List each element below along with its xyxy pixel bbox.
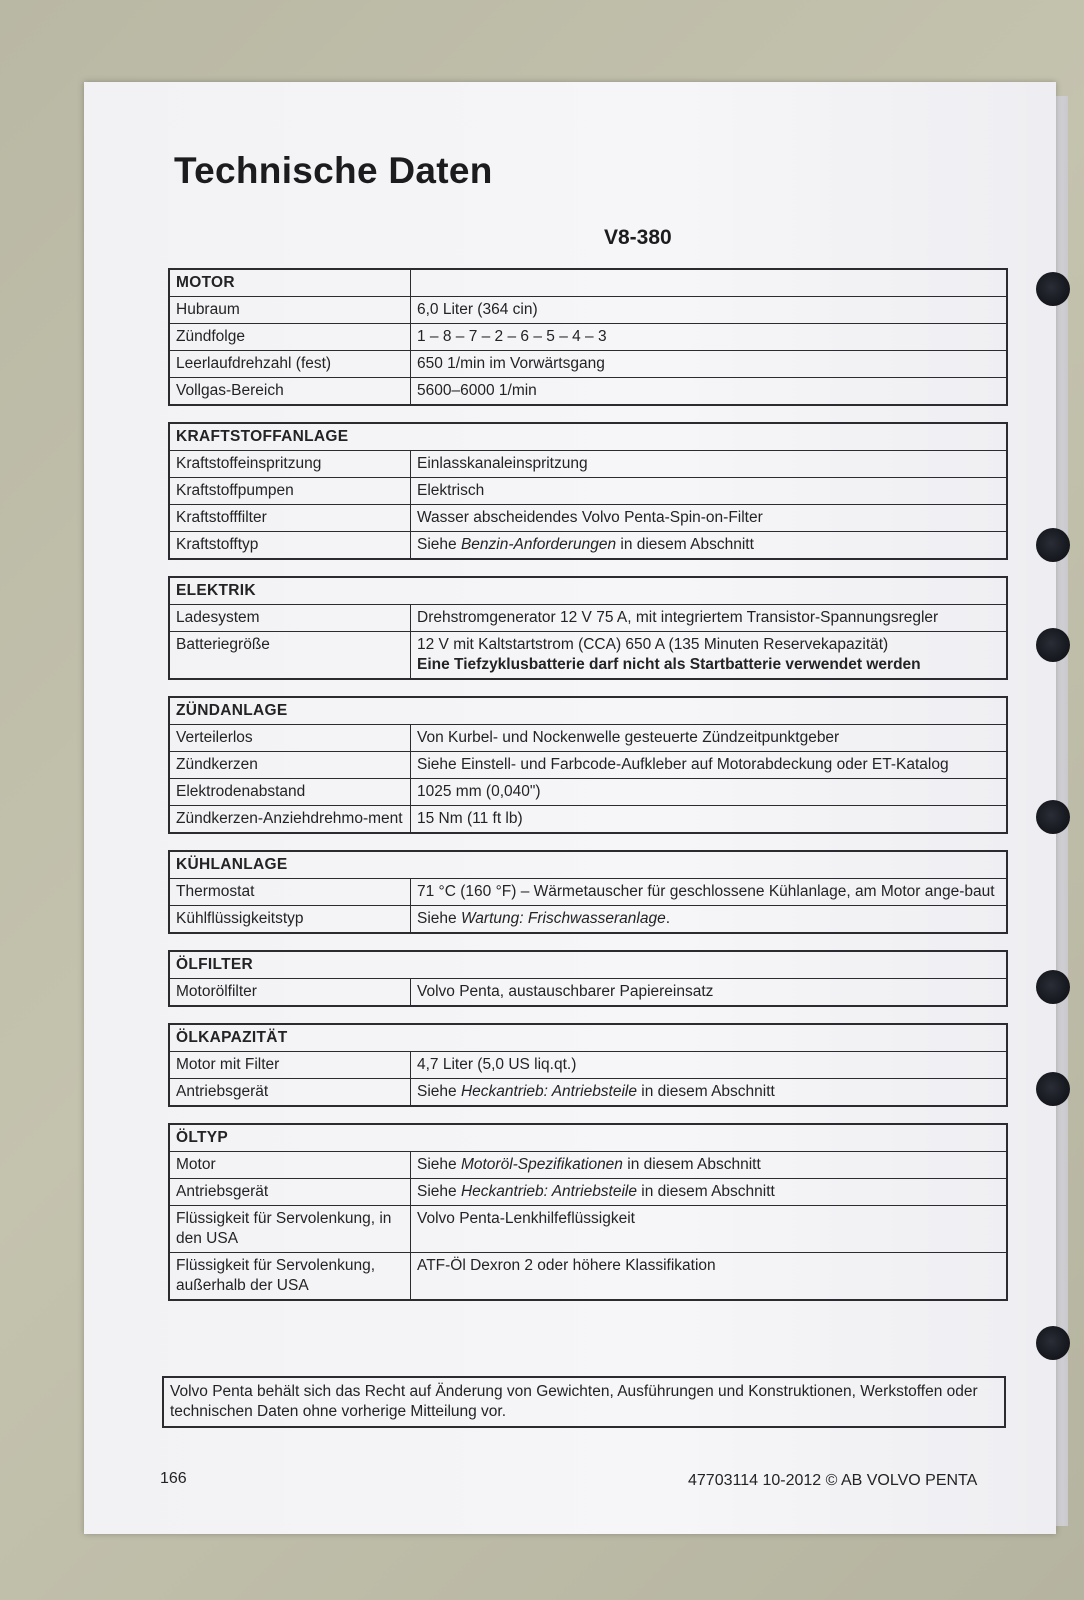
table-row: [169, 297, 1007, 324]
spec-value: [411, 451, 1008, 478]
section-header: ÖLKAPAZITÄT: [169, 1024, 1007, 1052]
spec-value: [411, 605, 1008, 632]
spec-table-elektrik: [168, 576, 1008, 680]
spec-label: Motor mit Filter: [169, 1052, 411, 1079]
spec-value-text: in diesem Abschnitt: [616, 536, 754, 553]
spec-value-text: Siehe: [417, 910, 461, 927]
table-row: [169, 1206, 1007, 1253]
spec-table-öltyp: [168, 1123, 1008, 1301]
spec-value: [411, 906, 1008, 934]
document-reference: 47703114 10-2012 © AB VOLVO PENTA: [688, 1472, 978, 1489]
spec-value: [411, 879, 1008, 906]
spec-label: Vollgas-Bereich: [169, 378, 411, 406]
table-row: [169, 779, 1007, 806]
spec-value: [411, 532, 1008, 560]
spec-tables: [168, 268, 1008, 1317]
spec-label: Batteriegröße: [169, 632, 411, 680]
table-row: [169, 451, 1007, 478]
spec-table-motor: [168, 268, 1008, 406]
table-row: [169, 979, 1007, 1007]
section-header-row: [169, 1124, 1007, 1152]
table-row: [169, 806, 1007, 834]
spec-value-text: in diesem Abschnitt: [622, 1156, 761, 1173]
spec-value-text: 650 1/min im Vorwärtsgang: [417, 355, 605, 372]
spec-label: Flüssigkeit für Servolenkung, außerhalb der USA: [169, 1253, 411, 1301]
binder-hole: [1036, 628, 1070, 662]
spec-label: Kraftstoffpumpen: [169, 478, 411, 505]
section-header-row: [169, 697, 1007, 725]
table-row: [169, 1179, 1007, 1206]
spec-value-warning: Eine Tiefzyklusbatterie darf nicht als Startbatterie verwendet werden: [417, 656, 921, 673]
spec-value-text: Wasser abscheidendes Volvo Penta-Spin-on-Filter: [417, 509, 763, 526]
spec-value: [411, 378, 1008, 406]
spec-label: Antriebsgerät: [169, 1179, 411, 1206]
binder-hole: [1036, 1072, 1070, 1106]
spec-value-text: 5600–6000 1/min: [417, 382, 537, 399]
spec-value-text: Siehe Einstell- und Farbcode-Aufkleber auf Motorabdeckung oder ET-Katalog: [417, 756, 949, 773]
spec-value-text: Von Kurbel- und Nockenwelle gesteuerte Zündzeitpunktgeber: [417, 729, 840, 746]
table-row: [169, 632, 1007, 680]
spec-value-text: 4,7 Liter (5,0 US liq.qt.): [417, 1056, 577, 1073]
spec-label: Hubraum: [169, 297, 411, 324]
disclaimer-note: Volvo Penta behält sich das Recht auf Änderung von Gewichten, Ausführungen und Konstruktionen, Werkstoffen oder technischen Daten ohne vorherige Mitteilung vor.: [162, 1376, 1006, 1428]
page-title: Technische Daten: [174, 150, 493, 191]
table-row: [169, 1152, 1007, 1179]
spec-table-ölfilter: [168, 950, 1008, 1007]
spec-label: Ladesystem: [169, 605, 411, 632]
spec-value: [411, 297, 1008, 324]
spec-label: Motorölfilter: [169, 979, 411, 1007]
table-row: [169, 906, 1007, 934]
spec-table-kühlanlage: [168, 850, 1008, 934]
section-header: ZÜNDANLAGE: [169, 697, 1007, 725]
table-row: [169, 378, 1007, 406]
spec-label: Zündkerzen-Anziehdrehmo-ment: [169, 806, 411, 834]
binder-hole: [1036, 272, 1070, 306]
spec-value-text: in diesem Abschnitt: [637, 1083, 775, 1100]
section-header: KRAFTSTOFFANLAGE: [169, 423, 1007, 451]
section-header-row: [169, 423, 1007, 451]
spec-value: [411, 1179, 1008, 1206]
table-row: [169, 1253, 1007, 1301]
spec-value: [411, 632, 1008, 680]
table-row: [169, 1079, 1007, 1107]
spec-value: [411, 324, 1008, 351]
table-row: [169, 1052, 1007, 1079]
spec-value-text: Volvo Penta, austauschbarer Papiereinsatz: [417, 983, 714, 1000]
spec-label: Motor: [169, 1152, 411, 1179]
model-heading: V8-380: [604, 226, 672, 249]
spec-value: [411, 752, 1008, 779]
section-header: MOTOR: [169, 269, 411, 297]
spec-label: Antriebsgerät: [169, 1079, 411, 1107]
section-header: ELEKTRIK: [169, 577, 1007, 605]
spec-value-text: Siehe: [417, 536, 461, 553]
spec-value-text: Elektrisch: [417, 482, 485, 499]
spec-value-text: Volvo Penta-Lenkhilfeflüssigkeit: [417, 1210, 635, 1227]
spec-label: Kraftstofffilter: [169, 505, 411, 532]
spec-value-text: ATF-Öl Dexron 2 oder höhere Klassifikation: [417, 1257, 716, 1274]
spec-value: [411, 1206, 1008, 1253]
table-row: [169, 725, 1007, 752]
table-row: [169, 351, 1007, 378]
spec-value: [411, 1152, 1008, 1179]
table-row: [169, 605, 1007, 632]
spec-value: [411, 1079, 1008, 1107]
section-header-row: [169, 851, 1007, 879]
section-header-empty-cell: [411, 269, 1008, 297]
spec-table-ölkapazität: [168, 1023, 1008, 1107]
spec-label: Kühlflüssigkeitstyp: [169, 906, 411, 934]
spec-value-text: 1 – 8 – 7 – 2 – 6 – 5 – 4 – 3: [417, 328, 607, 345]
table-row: [169, 879, 1007, 906]
binder-hole: [1036, 1326, 1070, 1360]
spec-value: [411, 505, 1008, 532]
spec-value: [411, 351, 1008, 378]
spec-table-kraftstoffanlage: [168, 422, 1008, 560]
document-page: [84, 82, 1056, 1534]
spec-value-text: 6,0 Liter (364 cin): [417, 301, 538, 318]
spec-value: [411, 806, 1008, 834]
spec-value: [411, 779, 1008, 806]
spec-value-text: Einlasskanaleinspritzung: [417, 455, 588, 472]
spec-label: Verteilerlos: [169, 725, 411, 752]
section-header: ÖLTYP: [169, 1124, 1007, 1152]
section-header-row: [169, 951, 1007, 979]
table-row: [169, 478, 1007, 505]
table-row: [169, 752, 1007, 779]
binder-hole: [1036, 528, 1070, 562]
spec-value-text: Siehe: [417, 1183, 461, 1200]
spec-value-text: Siehe: [417, 1156, 461, 1173]
spec-value-text: Drehstromgenerator 12 V 75 A, mit integriertem Transistor-Spannungsregler: [417, 609, 939, 626]
section-header-row: [169, 577, 1007, 605]
section-header-row: [169, 269, 1007, 297]
spec-value-reference: Heckantrieb: Antriebsteile: [460, 1183, 637, 1200]
spec-label: Thermostat: [169, 879, 411, 906]
spec-value: [411, 725, 1008, 752]
page-number: 166: [160, 1470, 187, 1487]
spec-label: Zündfolge: [169, 324, 411, 351]
section-header: ÖLFILTER: [169, 951, 1007, 979]
table-row: [169, 505, 1007, 532]
spec-value-text: in diesem Abschnitt: [637, 1183, 775, 1200]
spec-value: [411, 1253, 1008, 1301]
section-header: KÜHLANLAGE: [169, 851, 1007, 879]
spec-table-zündanlage: [168, 696, 1008, 834]
spec-value-reference: Heckantrieb: Antriebsteile: [460, 1083, 637, 1100]
binder-hole: [1036, 800, 1070, 834]
spec-value: [411, 478, 1008, 505]
spec-label: Flüssigkeit für Servolenkung, in den USA: [169, 1206, 411, 1253]
spec-value-reference: Benzin-Anforderungen: [460, 536, 617, 553]
spec-value-reference: Wartung: Frischwasseranlage: [460, 910, 666, 927]
spec-value-text: Siehe: [417, 1083, 461, 1100]
binder-hole: [1036, 970, 1070, 1004]
spec-value: [411, 979, 1008, 1007]
spec-value-text: .: [665, 910, 671, 927]
table-row: [169, 324, 1007, 351]
spec-label: Zündkerzen: [169, 752, 411, 779]
spec-label: Kraftstoffeinspritzung: [169, 451, 411, 478]
spec-value: [411, 1052, 1008, 1079]
spec-value-text: 12 V mit Kaltstartstrom (CCA) 650 A (135 Minuten Reservekapazität): [417, 636, 889, 653]
spec-label: Elektrodenabstand: [169, 779, 411, 806]
spec-value-reference: Motoröl-Spezifikationen: [460, 1156, 623, 1173]
spec-label: Kraftstofftyp: [169, 532, 411, 560]
table-row: [169, 532, 1007, 560]
spec-value-text: 1025 mm (0,040"): [417, 783, 541, 800]
spec-label: Leerlaufdrehzahl (fest): [169, 351, 411, 378]
spec-value-text: 15 Nm (11 ft lb): [417, 810, 523, 827]
spec-value-text: 71 °C (160 °F) – Wärmetauscher für geschlossene Kühlanlage, am Motor ange-baut: [417, 883, 995, 900]
section-header-row: [169, 1024, 1007, 1052]
